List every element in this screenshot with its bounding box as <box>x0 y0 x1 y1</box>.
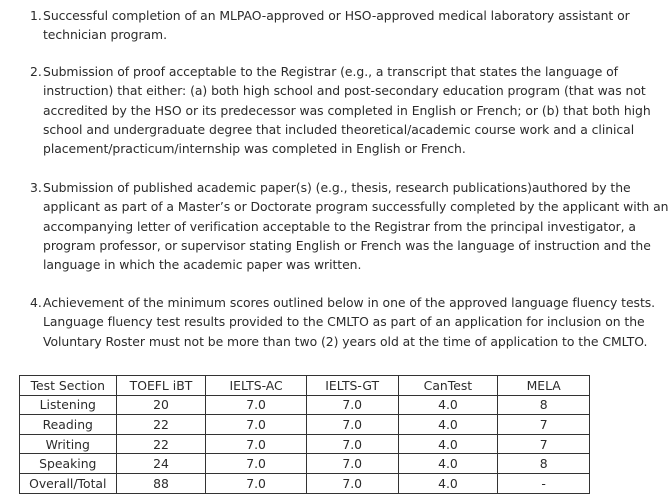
table-cell-section: Overall/Total <box>20 473 117 493</box>
table-cell-section: Writing <box>20 434 117 454</box>
column-header-cantest: CanTest <box>398 376 498 396</box>
requirement-line: Language fluency test results provided to the CMLTO as part of an application for inclusion on the <box>43 314 645 330</box>
requirement-line: language in which the academic paper was written. <box>43 257 362 273</box>
requirement-line: instruction) that either: (a) both high school and post-secondary education program (that was not <box>43 83 646 99</box>
requirement-item-1 <box>30 6 630 45</box>
table-cell: 7.0 <box>306 434 398 454</box>
table-cell: 7.0 <box>206 454 306 474</box>
table-cell: 4.0 <box>398 415 498 435</box>
table-cell: 7.0 <box>306 473 398 493</box>
column-header-ielts-gt: IELTS-GT <box>306 376 398 396</box>
table-cell: 8 <box>498 454 590 474</box>
requirement-number: 1. <box>30 8 42 23</box>
table-row <box>20 395 590 415</box>
requirement-line: technician program. <box>43 27 167 43</box>
requirement-line: Submission of published academic paper(s) (e.g., thesis, research publications)authored by the <box>43 180 631 195</box>
requirement-line: Submission of proof acceptable to the Registrar (e.g., a transcript that states the language of <box>43 64 618 79</box>
table-cell: 7.0 <box>306 454 398 474</box>
table-cell: 4.0 <box>398 454 498 474</box>
column-header-test-section: Test Section <box>20 376 117 396</box>
requirement-number: 2. <box>30 64 42 79</box>
requirement-line: Successful completion of an MLPAO-approved or HSO-approved medical laboratory assistant or <box>43 8 630 23</box>
table-cell: - <box>498 473 590 493</box>
requirement-text <box>30 62 651 158</box>
table-row <box>20 434 590 454</box>
requirement-line: placement/practicum/internship was completed in English or French. <box>43 141 466 157</box>
table-cell: 4.0 <box>398 434 498 454</box>
table-cell: 7.0 <box>206 473 306 493</box>
requirement-item-2 <box>30 62 651 158</box>
requirement-line: program professor, or supervisor stating English or French was the language of instruction and the <box>43 237 651 253</box>
table-cell: 8 <box>498 395 590 415</box>
table-cell: 4.0 <box>398 473 498 493</box>
table-row <box>20 415 590 435</box>
requirement-number: 3. <box>30 180 42 195</box>
table-cell: 7.0 <box>306 395 398 415</box>
language-score-table <box>19 375 590 494</box>
table-cell: 7.0 <box>206 434 306 454</box>
requirement-line: applicant as part of a Master’s or Doctorate program successfully completed by the applicant with an <box>43 199 668 215</box>
requirement-number: 4. <box>30 295 42 310</box>
table-row <box>20 473 590 493</box>
table-cell: 24 <box>116 454 206 474</box>
table-header-row <box>20 376 590 396</box>
requirement-line: Achievement of the minimum scores outlined below in one of the approved language fluency tests. <box>43 295 656 310</box>
table-cell: 88 <box>116 473 206 493</box>
column-header-ielts-ac: IELTS-AC <box>206 376 306 396</box>
table-cell: 22 <box>116 415 206 435</box>
table-row <box>20 454 590 474</box>
requirement-line: Voluntary Roster must not be more than two (2) years old at the time of application to the CMLTO. <box>43 333 648 349</box>
requirement-line: school and undergraduate degree that included theoretical/academic course work and a clinical <box>43 121 635 137</box>
table-cell: 20 <box>116 395 206 415</box>
requirement-text <box>30 293 656 351</box>
table-cell-section: Listening <box>20 395 117 415</box>
table-cell: 4.0 <box>398 395 498 415</box>
requirement-line: accredited by the HSO or its predecessor was completed in English or French; or (b) that both high <box>43 102 651 118</box>
requirement-text <box>30 178 668 274</box>
table-cell: 7.0 <box>206 415 306 435</box>
requirement-line: accompanying letter of verification acceptable to the Registrar from the principal investigator, a <box>43 218 636 234</box>
table-cell-section: Reading <box>20 415 117 435</box>
table-cell-section: Speaking <box>20 454 117 474</box>
table-cell: 7.0 <box>306 415 398 435</box>
table-cell: 7 <box>498 434 590 454</box>
column-header-toefl-ibt: TOEFL iBT <box>116 376 206 396</box>
table-cell: 7 <box>498 415 590 435</box>
requirement-item-3 <box>30 178 668 274</box>
requirement-item-4 <box>30 293 656 351</box>
requirement-text <box>30 6 630 45</box>
table-cell: 22 <box>116 434 206 454</box>
table-cell: 7.0 <box>206 395 306 415</box>
column-header-mela: MELA <box>498 376 590 396</box>
